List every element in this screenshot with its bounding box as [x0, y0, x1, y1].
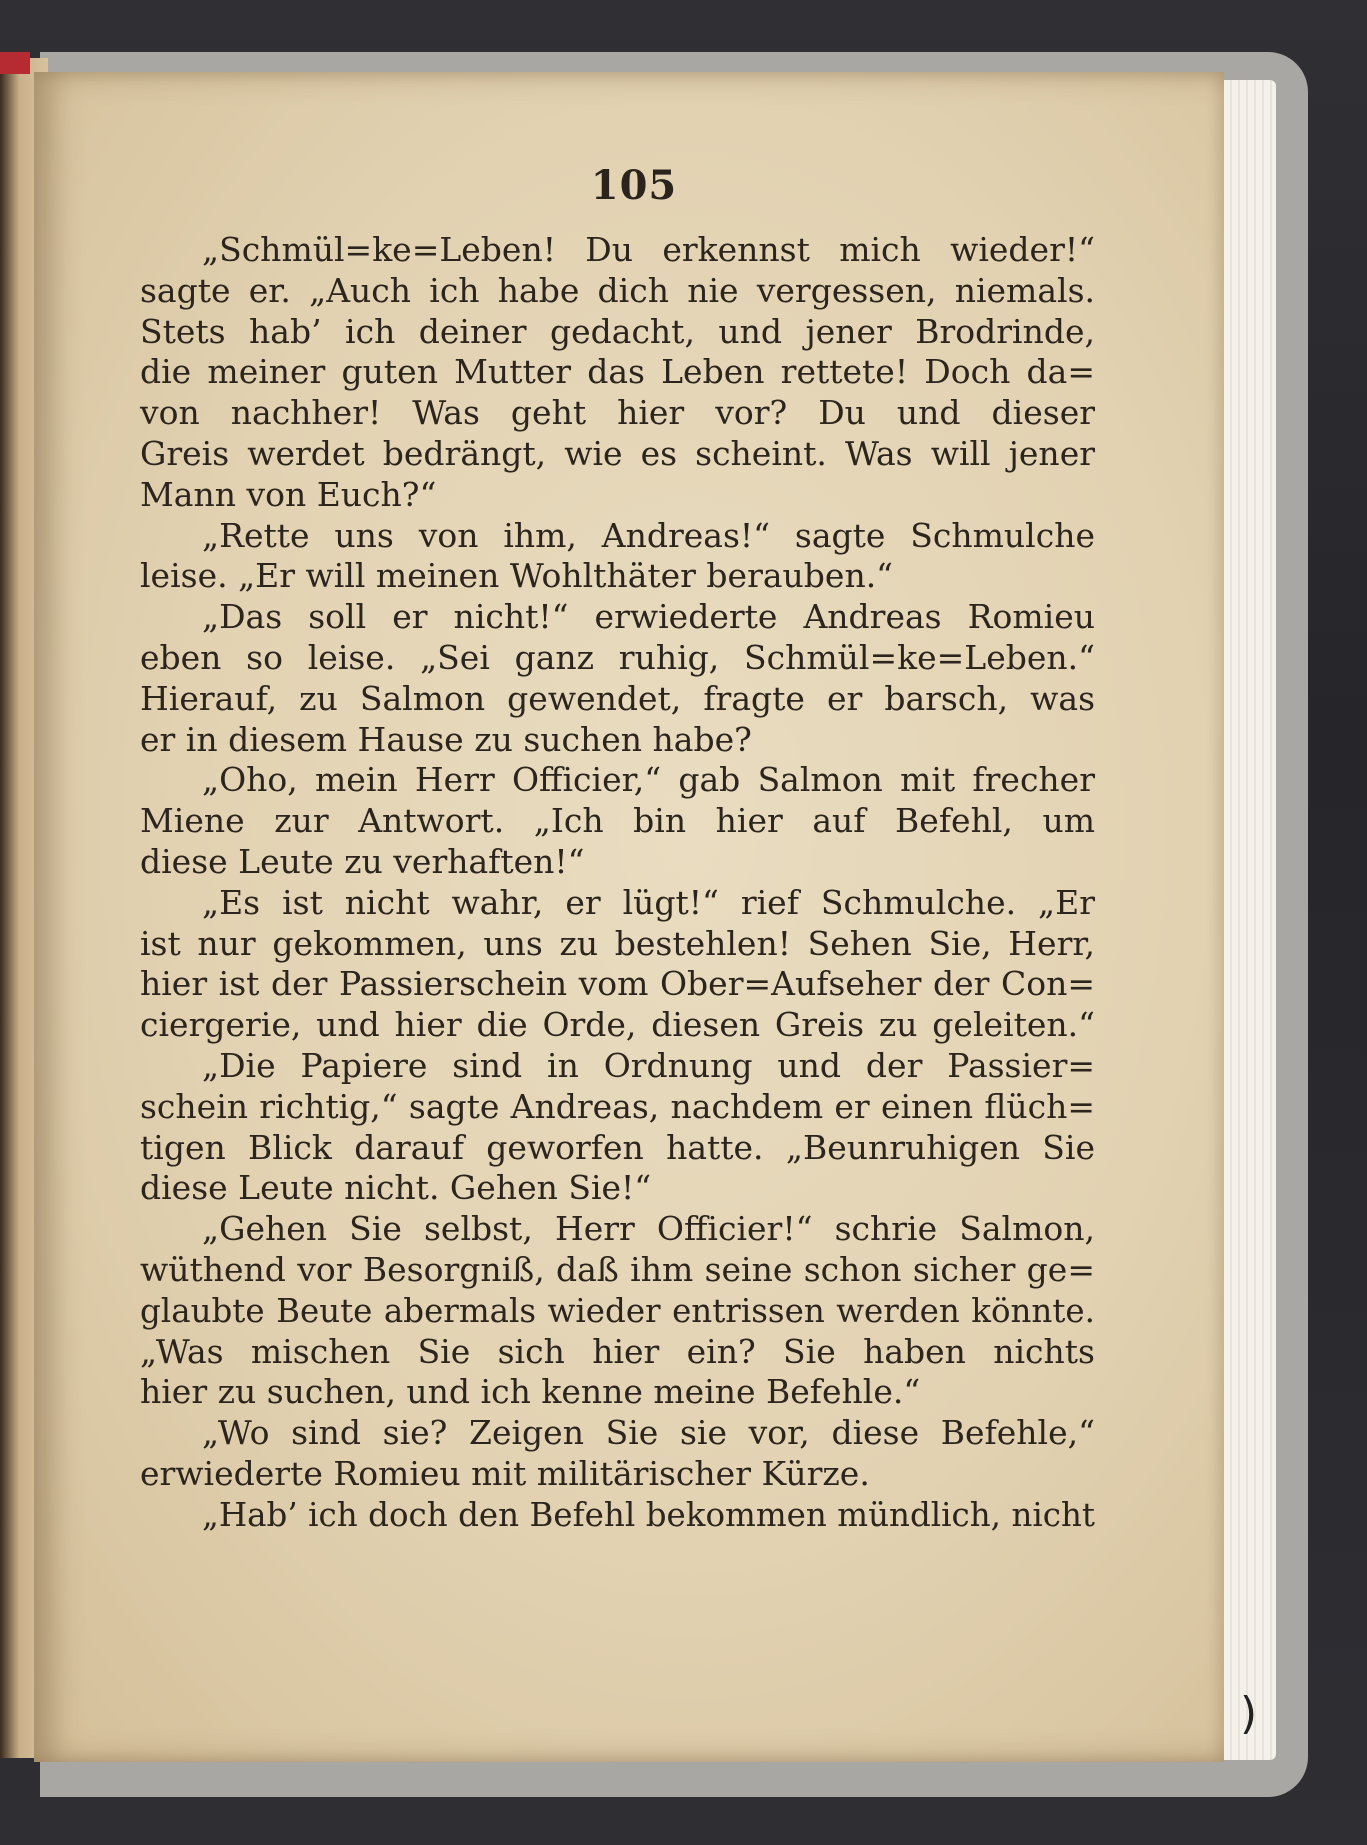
text-line: hier zu suchen, und ich kenne meine Befehle.“: [140, 1372, 921, 1412]
text-line: eben so leise. „Sei ganz ruhig, Schmül=ke=Leben.“: [140, 637, 1095, 677]
text-line: er in diesem Hause zu suchen habe?: [140, 719, 752, 759]
text-line: „Die Papiere sind in Ordnung und der Passier=: [202, 1045, 1095, 1085]
text-line: wüthend vor Besorgniß, daß ihm seine schon sicher ge=: [140, 1249, 1095, 1289]
page-text: [140, 230, 1095, 1536]
text-line: leise. „Er will meinen Wohlthäter berauben.“: [140, 556, 894, 596]
text-line: „Hab’ ich doch den Befehl bekommen mündlich, nicht: [202, 1495, 1095, 1534]
text-line: die meiner guten Mutter das Leben rettete! Doch da=: [140, 352, 1095, 392]
page-number: 105: [590, 162, 678, 209]
text-line: hier ist der Passierschein vom Ober=Aufseher der Con=: [140, 964, 1095, 1004]
text-line: schein richtig,“ sagte Andreas, nachdem er einen flüch=: [140, 1086, 1095, 1126]
text-line: glaubte Beute abermals wieder entrissen werden könnte.: [140, 1291, 1095, 1330]
text-line: „Das soll er nicht!“ erwiederte Andreas Romieu: [202, 597, 1095, 637]
text-line: „Oho, mein Herr Officier,“ gab Salmon mit frecher: [202, 760, 1095, 800]
text-line: „Was mischen Sie sich hier ein? Sie haben nichts: [140, 1331, 1095, 1371]
text-line: tigen Blick darauf geworfen hatte. „Beunruhigen Sie: [140, 1127, 1095, 1167]
text-line: „Es ist nicht wahr, er lügt!“ rief Schmulche. „Er: [202, 882, 1095, 922]
text-line: ist nur gekommen, uns zu bestehlen! Sehen Sie, Herr,: [140, 923, 1095, 963]
text-line: sagte er. „Auch ich habe dich nie vergessen, niemals.: [140, 270, 1095, 310]
spine-ribbon: [0, 52, 30, 74]
text-line: ciergerie, und hier die Orde, diesen Greis zu geleiten.“: [140, 1005, 1095, 1045]
page-edge-mark: ): [1240, 1688, 1258, 1739]
text-line: „Gehen Sie selbst, Herr Officier!“ schrie Salmon,: [202, 1209, 1095, 1249]
text-line: Mann von Euch?“: [140, 474, 437, 514]
text-line: Greis werdet bedrängt, wie es scheint. Was will jener: [140, 433, 1095, 473]
text-line: Stets hab’ ich deiner gedacht, und jener Brodrinde,: [140, 311, 1095, 351]
text-line: erwiederte Romieu mit militärischer Kürze.: [140, 1453, 870, 1493]
text-line: „Wo sind sie? Zeigen Sie sie vor, diese Befehle,“: [202, 1413, 1095, 1453]
text-line: diese Leute zu verhaften!“: [140, 841, 585, 881]
text-line: „Schmül=ke=Leben! Du erkennst mich wieder!“: [202, 230, 1095, 269]
text-line: Miene zur Antwort. „Ich bin hier auf Befehl, um: [140, 801, 1095, 841]
text-line: von nachher! Was geht hier vor? Du und dieser: [140, 393, 1095, 433]
text-line: „Rette uns von ihm, Andreas!“ sagte Schmulche: [202, 515, 1095, 555]
text-line: diese Leute nicht. Gehen Sie!“: [140, 1168, 652, 1208]
text-line: Hierauf, zu Salmon gewendet, fragte er barsch, was: [140, 678, 1095, 718]
book-page: [34, 72, 1224, 1762]
